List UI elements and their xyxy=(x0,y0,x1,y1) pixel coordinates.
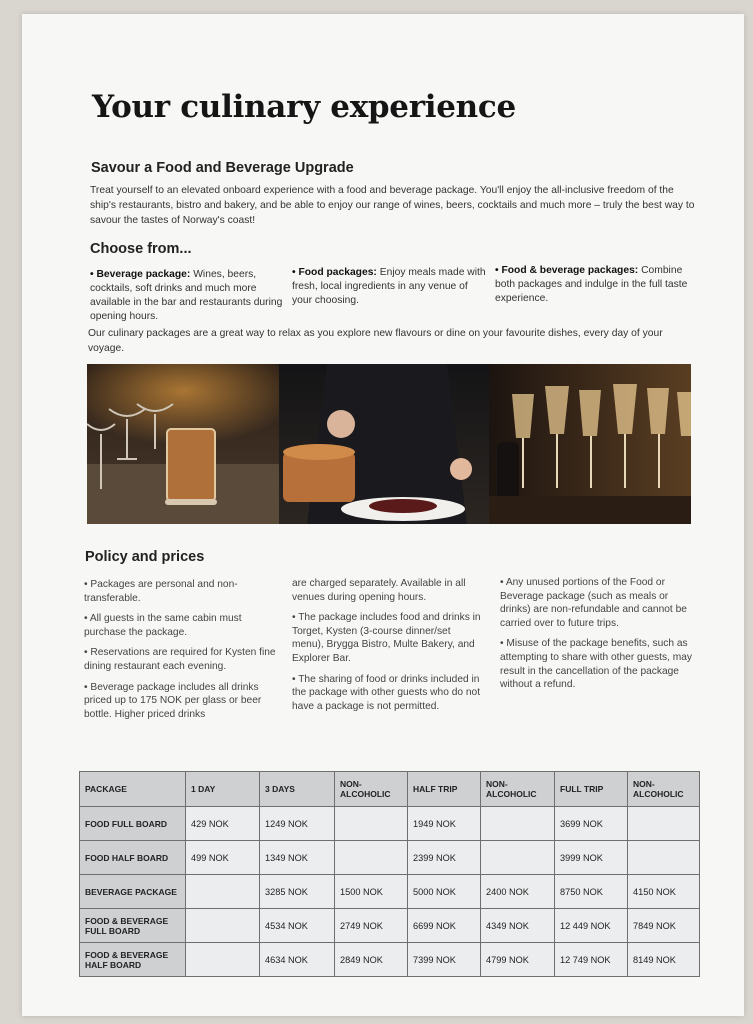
policy-item: • Packages are personal and non-transferable. xyxy=(84,579,238,604)
option-title: • Food packages: xyxy=(292,267,377,278)
row-label: FOOD HALF BOARD xyxy=(80,841,186,875)
culinary-photo xyxy=(87,364,691,524)
row-label: FOOD FULL BOARD xyxy=(80,807,186,841)
option-beverage xyxy=(90,268,285,324)
table-cell xyxy=(335,841,408,875)
table-row xyxy=(80,943,700,977)
column-header: FULL TRIP xyxy=(555,772,628,807)
table-cell: 12 449 NOK xyxy=(555,909,628,943)
table-cell xyxy=(335,807,408,841)
table-cell: 8149 NOK xyxy=(628,943,700,977)
column-header: 3 DAYS xyxy=(260,772,335,807)
policy-column-1 xyxy=(84,578,284,728)
table-cell: 499 NOK xyxy=(186,841,260,875)
policy-column-2 xyxy=(292,577,484,720)
policy-item: • Any unused portions of the Food or Beverage package (such as meals or drinks) are non-refundable and cannot be carried over to future trips. xyxy=(500,577,687,629)
table-cell xyxy=(628,807,700,841)
table-cell xyxy=(628,841,700,875)
row-label: BEVERAGE PACKAGE xyxy=(80,875,186,909)
table-cell: 4799 NOK xyxy=(481,943,555,977)
table-cell: 4349 NOK xyxy=(481,909,555,943)
table-cell: 1249 NOK xyxy=(260,807,335,841)
table-cell: 3285 NOK xyxy=(260,875,335,909)
policy-item: • Beverage package includes all drinks priced up to 175 NOK per glass or beer bottle. Higher priced drinks xyxy=(84,681,262,720)
table-cell: 429 NOK xyxy=(186,807,260,841)
option-text: Wines, beers, cocktails, soft drinks and much more available in the bar and restaurants during opening hours. xyxy=(90,269,283,322)
table-cell: 2749 NOK xyxy=(335,909,408,943)
brochure-page xyxy=(22,14,744,1016)
policy-item: • Reservations are required for Kysten fine dining restaurant each evening. xyxy=(84,647,276,672)
choose-heading: Choose from... xyxy=(90,241,192,257)
subtitle: Savour a Food and Beverage Upgrade xyxy=(91,160,354,176)
table-cell xyxy=(186,875,260,909)
policy-item: • The package includes food and drinks in Torget, Kysten (3-course dinner/set menu), Brygga Bistro, Multe Bakery, and Explorer Bar. xyxy=(292,612,481,664)
table-cell: 1500 NOK xyxy=(335,875,408,909)
photo-collage-image xyxy=(87,364,691,524)
column-header: 1 DAY xyxy=(186,772,260,807)
policy-heading: Policy and prices xyxy=(85,549,205,565)
table-cell: 8750 NOK xyxy=(555,875,628,909)
table-cell: 12 749 NOK xyxy=(555,943,628,977)
option-text: Combine both packages and indulge in the full taste experience. xyxy=(495,265,688,304)
option-text: Enjoy meals made with fresh, local ingredients in any venue of your choosing. xyxy=(292,267,486,306)
table-row xyxy=(80,841,700,875)
table-cell: 2849 NOK xyxy=(335,943,408,977)
table-cell: 2400 NOK xyxy=(481,875,555,909)
table-cell: 2399 NOK xyxy=(408,841,481,875)
policy-item-continued: are charged separately. Available in all venues during opening hours. xyxy=(292,578,466,603)
table-row xyxy=(80,875,700,909)
column-header: PACKAGE xyxy=(80,772,186,807)
table-cell: 1949 NOK xyxy=(408,807,481,841)
option-food-beverage xyxy=(495,264,695,306)
option-title: • Food & beverage packages: xyxy=(495,265,639,276)
policy-item: • The sharing of food or drinks included in the package with other guests who do not have a package is not permitted. xyxy=(292,673,481,712)
column-header: HALF TRIP xyxy=(408,772,481,807)
table-cell xyxy=(186,909,260,943)
table-row xyxy=(80,909,700,943)
price-table xyxy=(79,771,700,977)
table-cell: 6699 NOK xyxy=(408,909,481,943)
table-cell: 3699 NOK xyxy=(555,807,628,841)
table-row xyxy=(80,807,700,841)
policy-column-3 xyxy=(500,576,698,699)
policy-item: • All guests in the same cabin must purchase the package. xyxy=(84,613,242,638)
table-cell: 4150 NOK xyxy=(628,875,700,909)
table-cell xyxy=(481,841,555,875)
intro-paragraph: Treat yourself to an elevated onboard experience with a food and beverage package. You'll enjoy the all-inclusive freedom of the ship's restaurants, bistro and bakery, and be able to enjoy our range of wines, beers, cocktails and much more – truly the best way to savour the tastes of Norway's coast! xyxy=(90,185,695,226)
column-header: NON-ALCOHOLIC xyxy=(335,772,408,807)
table-cell: 7399 NOK xyxy=(408,943,481,977)
table-cell xyxy=(186,943,260,977)
table-cell: 5000 NOK xyxy=(408,875,481,909)
column-header: NON-ALCOHOLIC xyxy=(481,772,555,807)
table-cell: 4534 NOK xyxy=(260,909,335,943)
table-cell xyxy=(481,807,555,841)
policy-item: • Misuse of the package benefits, such as attempting to share with other guests, may result in the cancellation of the package without a refund. xyxy=(500,638,692,691)
table-cell: 1349 NOK xyxy=(260,841,335,875)
column-header: NON-ALCOHOLIC xyxy=(628,772,700,807)
page-title: Your culinary experience xyxy=(92,89,516,125)
row-label: FOOD & BEVERAGE HALF BOARD xyxy=(80,943,186,977)
outro-paragraph: Our culinary packages are a great way to relax as you explore new flavours or dine on your favourite dishes, every day of your voyage. xyxy=(88,328,663,354)
table-cell: 3999 NOK xyxy=(555,841,628,875)
table-cell: 7849 NOK xyxy=(628,909,700,943)
option-food xyxy=(292,266,487,308)
row-label: FOOD & BEVERAGE FULL BOARD xyxy=(80,909,186,943)
table-cell: 4634 NOK xyxy=(260,943,335,977)
option-title: • Beverage package: xyxy=(90,269,191,280)
table-header-row xyxy=(80,772,700,807)
